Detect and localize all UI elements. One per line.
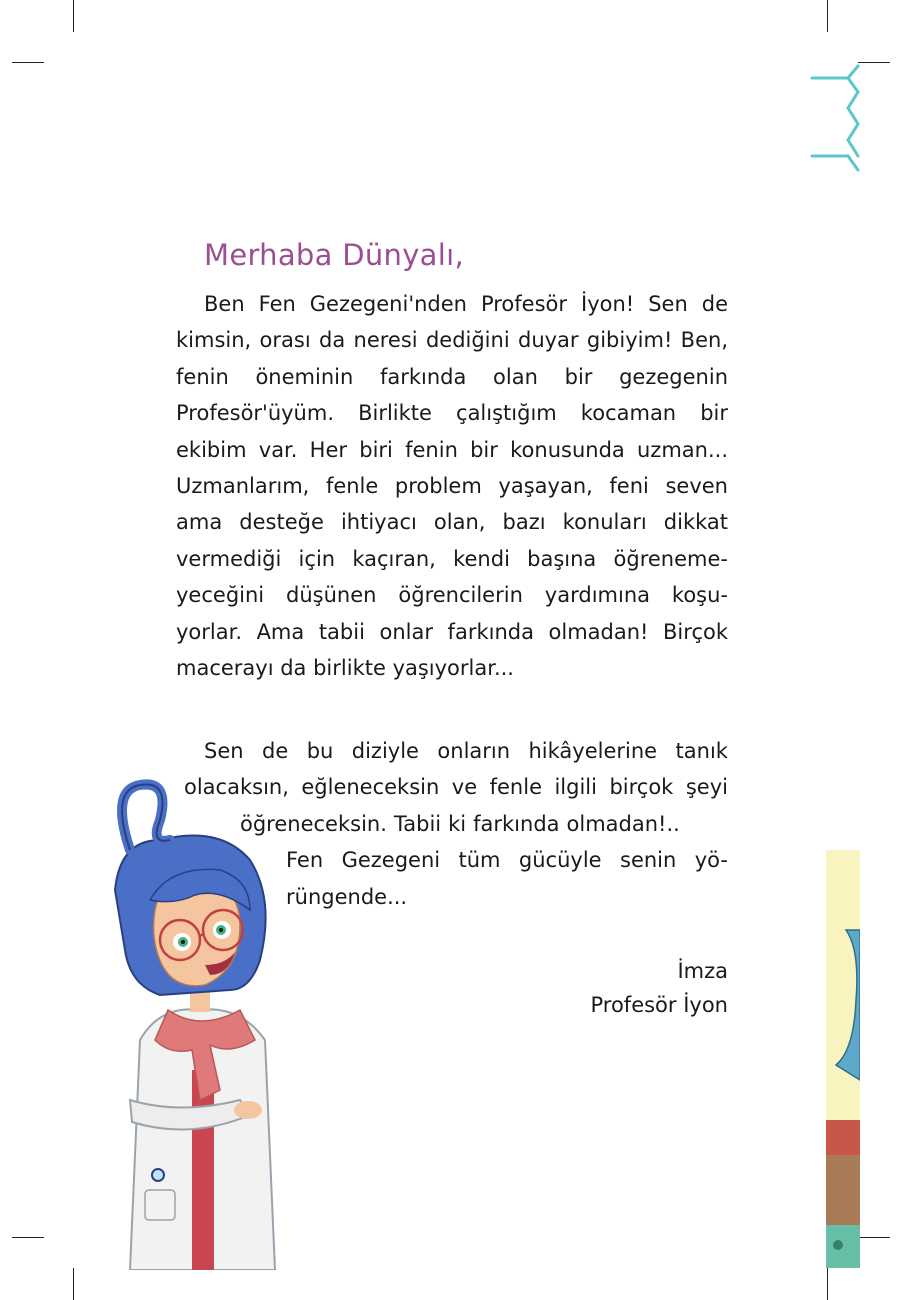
- magnifier-icon: [152, 1169, 164, 1181]
- crop-mark: [858, 1237, 890, 1238]
- word: rüngende...: [286, 884, 408, 909]
- word: de: [262, 739, 289, 763]
- word: senin: [620, 848, 677, 873]
- word: yö-: [694, 848, 728, 873]
- next-page-illustration: [826, 850, 860, 1268]
- crop-mark: [12, 1237, 44, 1238]
- word: hikâyelerine: [528, 739, 658, 763]
- word: olacaksın,: [184, 775, 289, 800]
- word: olmadan!..: [566, 811, 680, 836]
- word: birçok: [609, 775, 674, 800]
- shaped-line: [286, 879, 728, 915]
- word: farkında: [473, 811, 560, 836]
- molecule-ornament: [808, 60, 868, 180]
- word: eğleneceksin: [301, 775, 440, 800]
- shaped-line: [204, 733, 728, 769]
- word: Sen: [204, 739, 244, 763]
- hand: [234, 1101, 262, 1119]
- word: şeyi: [685, 775, 728, 800]
- word: bu: [306, 739, 334, 763]
- tie: [192, 1070, 214, 1270]
- letter-greeting: Merhaba Dünyalı,: [204, 238, 464, 272]
- crop-mark: [827, 1268, 828, 1300]
- word: ve: [451, 775, 478, 800]
- signature-name: Profesör İyon: [590, 993, 728, 1017]
- shaped-line: [286, 842, 728, 878]
- signature-label: İmza: [677, 959, 728, 983]
- word: ki: [448, 811, 467, 836]
- signature-block: [590, 954, 728, 1022]
- crop-mark: [73, 1268, 74, 1300]
- word: Fen: [286, 848, 324, 873]
- word: tanık: [675, 739, 728, 763]
- letter-body: [176, 238, 728, 1017]
- shaped-line: [240, 806, 710, 842]
- word: Tabii: [393, 811, 442, 836]
- crop-mark: [827, 0, 828, 32]
- word: onların: [437, 739, 511, 763]
- word: Gezegeni: [341, 848, 441, 873]
- crop-mark: [73, 0, 74, 32]
- word: öğreneceksin.: [240, 811, 387, 836]
- professor-illustration: [100, 770, 290, 1270]
- crop-mark: [12, 62, 44, 63]
- word: ilgili: [554, 775, 597, 800]
- letter-paragraph: Ben Fen Gezegeni'nden Profesör İyon! Sen de kimsin, orası da neresi dediğini duyar gibiyim! Ben, fenin öneminin farkında olan bir gezegenin Profesör'üyüm. Birlikte çalıştığım kocaman bir ekibim var. Her biri fenin bir konusunda uzman... Uzmanlarım, fenle problem yaşayan, feni seven ama desteğe ihtiyacı olan, bazı konuları dikkat vermediği için kaçıran, kendi başına öğreneme-yeceğini düşünen öğrencilerin yardımına koşu-yorlar. Ama tabii onlar farkında olmadan! Birçok macerayı da birlikte yaşıyorlar...: [176, 292, 728, 681]
- word: tüm: [458, 848, 501, 873]
- word: gücüyle: [518, 848, 602, 873]
- word: diziyle: [351, 739, 419, 763]
- word: fenle: [489, 775, 542, 800]
